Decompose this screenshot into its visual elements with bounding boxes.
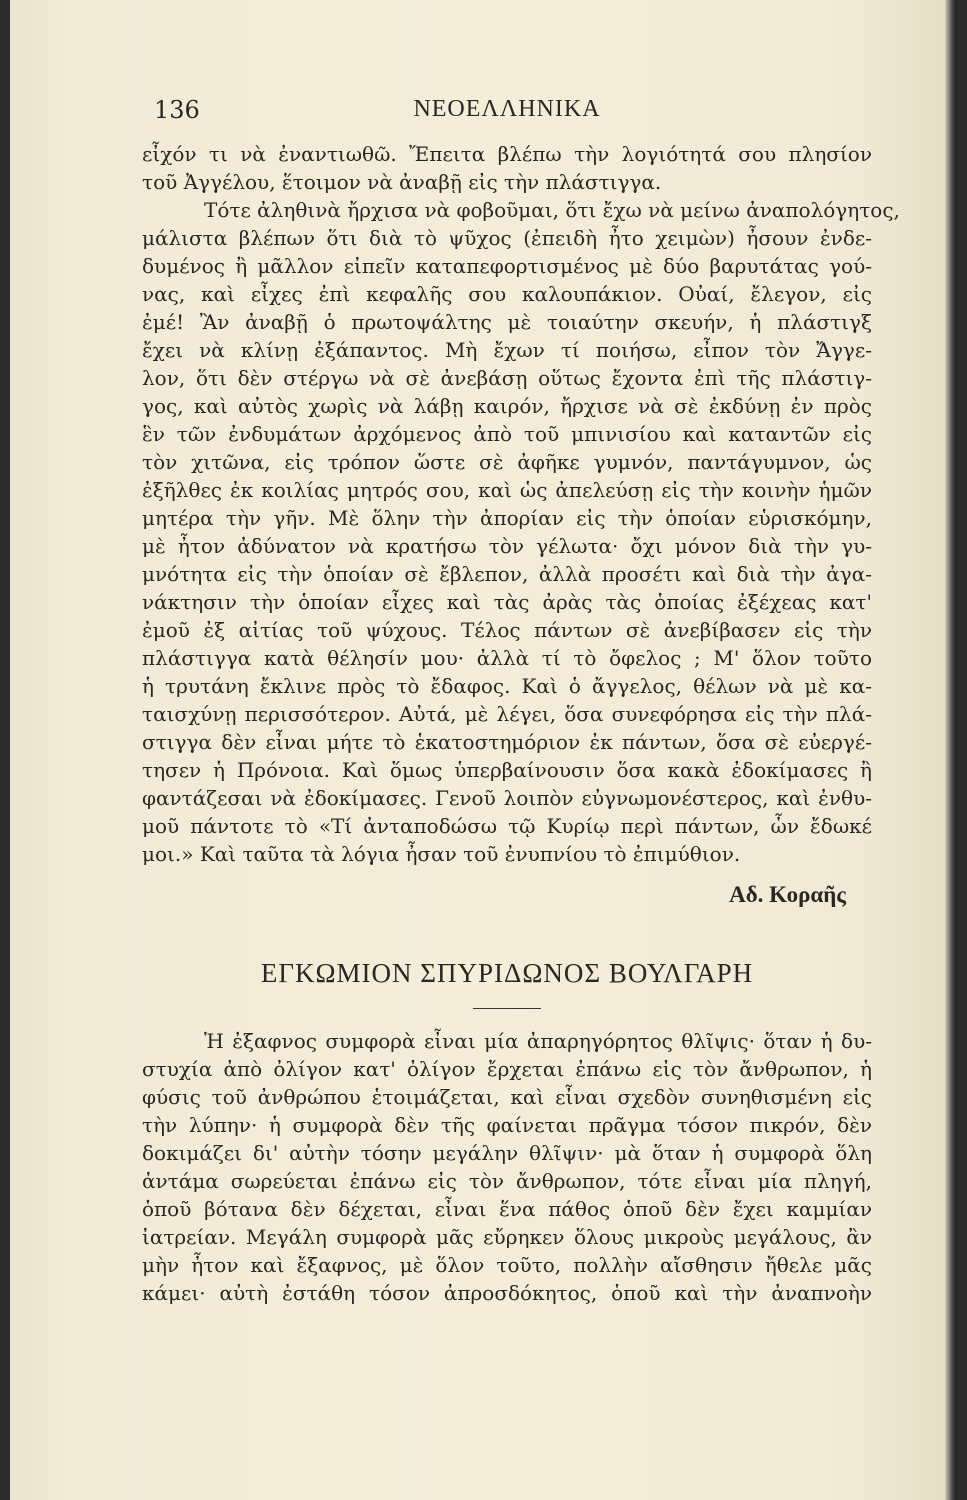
text-line: Ἡ ἐξαφνος συμφορὰ εἶναι μία ἀπαρηγόρητος θλῖψις· ὅταν ἡ δυ- (204, 1029, 872, 1053)
text-line: στυχία ἀπὸ ὀλίγον κατ' ὀλίγον ἔρχεται ἐπάνω εἰς τὸν ἄνθρωπον, ἡ (142, 1057, 872, 1081)
book-page (10, 0, 957, 1500)
text-line: τησεν ἡ Πρόνοια. Καὶ ὅμως ὑπερβαίνουσιν ὅσα κακὰ ἐδοκίμασες ἢ (142, 758, 872, 782)
page-number: 136 (154, 96, 200, 124)
text-line: μὲ ἦτον ἀδύνατον νὰ κρατήσω τὸν γέλωτα· ὄχι μόνον διὰ τὴν γυ- (142, 534, 872, 558)
text-line: ἀντάμα σωρεύεται ἐπάνω εἰς τὸν ἄνθρωπον, τότε εἶναι μία πληγή, (142, 1169, 872, 1193)
text-line: μὴν ἦτον καὶ ἔξαφνος, μὲ ὅλον τοῦτο, πολλὴν αἴσθησιν ἤθελε μᾶς (142, 1253, 872, 1277)
text-line: ἔχει νὰ κλίνῃ ἐξάπαντος. Μὴ ἔχων τί ποιήσω, εἶπον τὸν Ἄγγε- (142, 338, 872, 362)
text-line: τοῦ Ἀγγέλου, ἕτοιμον νὰ ἀναβῇ εἰς τὴν πλάστιγγα. (142, 170, 662, 194)
text-line: δοκιμάζει δι' αὐτὴν τόσην μεγάλην θλῖψιν· μὰ ὅταν ἡ συμφορὰ ὅλη (142, 1141, 872, 1165)
text-line: ταισχύνῃ περισσότερον. Αὐτά, μὲ λέγει, ὅσα συνεφόρησα εἰς τὴν πλά- (142, 702, 872, 726)
text-line: νας, καὶ εἶχες ἐπὶ κεφαλῆς σου καλουπάκιον. Οὐαί, ἔλεγον, εἰς (142, 282, 872, 306)
text-line: ἐξῆλθες ἐκ κοιλίας μητρός σου, καὶ ὡς ἀπελεύσῃ εἰς τὴν κοινὴν ἡμῶν (142, 478, 872, 502)
text-line: φαντάζεσαι νὰ ἐδοκίμασες. Γενοῦ λοιπὸν εὐγνωμονέστερος, καὶ ἐνθυ- (142, 786, 872, 810)
heading-divider (473, 1008, 541, 1009)
text-line: μητέρα τὴν γῆν. Μὲ ὅλην τὴν ἀπορίαν εἰς τὴν ὁποίαν εὑρισκόμην, (142, 506, 872, 530)
text-line: γος, καὶ αὐτὸς χωρὶς νὰ λάβῃ καιρόν, ἤρχισε νὰ σὲ ἐκδύνῃ ἐν πρὸς (142, 394, 872, 418)
article-continuation-paragraph-1 (142, 140, 872, 196)
page-content (142, 96, 900, 1307)
author-signature: Αδ. Κοραῆς (729, 882, 846, 907)
text-line: ἐμέ! Ἂν ἀναβῇ ὁ πρωτοψάλτης μὲ τοιαύτην σκευήν, ἡ πλάστιγξ (142, 310, 872, 334)
text-line: τὴν λύπην· ἡ συμφορὰ δὲν τῆς φαίνεται πρᾶγμα τόσον πικρόν, δὲν (142, 1113, 872, 1137)
journal-title: ΝΕΟΕΛΛΗΝΙΚΑ (413, 96, 601, 122)
text-line: δυμένος ἢ μᾶλλον εἰπεῖν καταπεφορτισμένος μὲ δύο βαρυτάτας γού- (142, 254, 872, 278)
section-heading: ΕΓΚΩΜΙΟΝ ΣΠΥΡΙΔΩΝΟΣ ΒΟΥΛΓΑΡΗ (260, 958, 754, 988)
text-line: ὁποῦ βότανα δὲν δέχεται, εἶναι ἕνα πάθος ὁποῦ δὲν ἔχει καμμίαν (142, 1197, 872, 1221)
text-line: πλάστιγγα κατὰ θέλησίν μου· ἀλλὰ τί τὸ ὄφελος ; Μ' ὅλον τοῦτο (142, 646, 872, 670)
text-line: τὸν χιτῶνα, εἰς τρόπον ὥστε σὲ ἀφῆκε γυμνόν, παντάγυμνον, ὡς (142, 450, 872, 474)
text-line: μοι.» Καὶ ταῦτα τὰ λόγια ἦσαν τοῦ ἐνυπνίου τὸ ἐπιμύθιον. (142, 842, 741, 866)
text-line: ἡ τρυτάνη ἔκλινε πρὸς τὸ ἔδαφος. Καὶ ὁ ἄγγελος, θέλων νὰ μὲ κα- (142, 674, 872, 698)
text-line: στιγγα δὲν εἶναι μήτε τὸ ἑκατοστημόριον ἐκ πάντων, ὅσα σὲ εὐεργέ- (142, 730, 872, 754)
text-line: νάκτησιν τὴν ὁποίαν εἶχες καὶ τὰς ἀρὰς τὰς ὁποίας ἐξέχεας κατ' (142, 590, 872, 614)
text-line: εἶχόν τι νὰ ἐναντιωθῶ. Ἔπειτα βλέπω τὴν λογιότητά σου πλησίον (142, 142, 872, 166)
text-line: μάλιστα βλέπων ὅτι διὰ τὸ ψῦχος (ἐπειδὴ ἦτο χειμὼν) ἦσουν ἐνδε- (142, 226, 872, 250)
text-line: μνότητα εἰς τὴν ὁποίαν σὲ ἔβλεπον, ἀλλὰ προσέτι καὶ διὰ τὴν ἀγα- (142, 562, 872, 586)
text-line: ἓν τῶν ἐνδυμάτων ἀρχόμενος ἀπὸ τοῦ μπινισίου καὶ καταντῶν εἰς (142, 422, 872, 446)
text-line: μοῦ πάντοτε τὸ «Τί ἀνταποδώσω τῷ Κυρίῳ περὶ πάντων, ὧν ἔδωκέ (142, 814, 872, 838)
running-head (142, 96, 872, 140)
text-line: λον, ὅτι δὲν στέργω νὰ σὲ ἀνεβάσῃ οὕτως ἔχοντα ἐπὶ τῆς πλάστιγ- (142, 366, 872, 390)
page-edge-shadow (945, 0, 957, 1500)
eulogy-paragraph-1 (142, 1027, 872, 1307)
text-line: φύσις τοῦ ἀνθρώπου ἑτοιμάζεται, καὶ εἶναι σχεδὸν συνηθισμένη εἰς (142, 1085, 872, 1109)
article-continuation-paragraph-2 (142, 196, 900, 868)
text-line: ἰατρείαν. Μεγάλη συμφορὰ μᾶς εὔρηκεν ὅλους μικροὺς μεγάλους, ἂν (142, 1225, 872, 1249)
text-line: κάμει· αὐτὴ ἐστάθη τόσον ἀπροσδόκητος, ὁποῦ καὶ τὴν ἀναπνοὴν (142, 1281, 872, 1305)
text-line: Τότε ἀληθινὰ ἤρχισα νὰ φοβοῦμαι, ὅτι ἔχω νὰ μείνω ἀναπολόγητος, (204, 198, 900, 222)
text-line: ἐμοῦ ἐξ αἰτίας τοῦ ψύχους. Τέλος πάντων σὲ ἀνεβίβασεν εἰς τὴν (142, 618, 872, 642)
